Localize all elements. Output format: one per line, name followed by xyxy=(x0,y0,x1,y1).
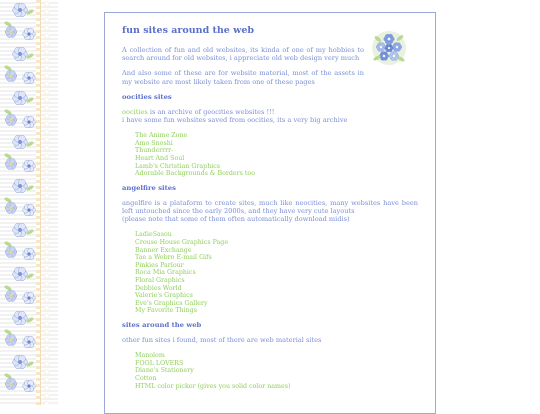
flower-icon xyxy=(379,52,388,61)
flower-icon xyxy=(376,43,385,52)
angelfire-link-item[interactable]: Eve's Graphics Gallery xyxy=(135,299,208,307)
oocities-description xyxy=(122,108,418,124)
oocities-link-item[interactable]: Lamb's Christian Graphics xyxy=(135,162,221,170)
angelfire-link-item[interactable]: LadieSasou xyxy=(135,231,172,239)
page-title: fun sites around the web xyxy=(122,25,255,36)
angelfire-link-item[interactable]: My Favorite Things xyxy=(135,307,197,315)
flower-icon xyxy=(392,43,401,52)
flower-icon xyxy=(5,291,17,302)
section-heading-oocities: oocities sites xyxy=(122,92,172,101)
flower-icon xyxy=(23,116,36,128)
flower-icon xyxy=(5,71,17,82)
flower-icon xyxy=(23,292,36,304)
angelfire-link-list xyxy=(135,231,364,315)
flower-icon xyxy=(23,160,36,172)
oocities-link-item[interactable]: Adorable Backgrounds & Borders too xyxy=(135,170,255,178)
flower-icon xyxy=(5,27,17,38)
flower-icon xyxy=(13,311,28,325)
flower-icon xyxy=(5,159,17,170)
angelfire-link-item[interactable]: Pinkies Parlour xyxy=(135,261,184,269)
leaf-icon xyxy=(4,196,13,203)
flower-icon xyxy=(23,28,36,40)
flower-badge-icon xyxy=(368,27,410,69)
flower-icon xyxy=(23,72,36,84)
flower-icon xyxy=(5,247,17,258)
angelfire-link-item[interactable]: Valerie's Graphics xyxy=(135,292,193,300)
angelfire-desc-1: angelfire is a plataform to create sites, much like neocities, many websites have been left untouched since the early 2000s, and they have very cute layouts xyxy=(122,198,418,215)
oocities-desc-2: i have some fun websites saved from oocities, its a very big archive xyxy=(122,116,348,125)
angelfire-link-item[interactable]: Banner Exchange xyxy=(135,246,192,254)
angelfire-link-item[interactable]: Crouse House Graphics Page xyxy=(135,238,229,246)
flower-icon xyxy=(13,47,28,61)
flower-icon xyxy=(5,115,17,126)
lace-trim xyxy=(40,0,53,405)
leaf-icon xyxy=(4,108,13,115)
angelfire-link-item[interactable]: Floral Graphics xyxy=(135,276,185,284)
angelfire-link-item[interactable]: Debbies World xyxy=(135,284,182,292)
leaf-icon xyxy=(4,20,13,27)
oocities-link[interactable]: oocities xyxy=(122,107,148,116)
content-inner xyxy=(122,25,418,396)
flower-icon xyxy=(5,335,17,346)
flower-icon xyxy=(13,135,28,149)
flower-icon xyxy=(13,3,28,17)
intro-paragraph-1: A collection of fun and old websites, its kinda of one of my hobbies to search around for old websites, i appreciate old web design very much xyxy=(122,46,364,63)
flower-icon xyxy=(13,223,28,237)
flower-icon xyxy=(23,204,36,216)
oocities-desc-1: is an archive of geocities websites !!! xyxy=(147,107,275,116)
flower-border-svg xyxy=(0,0,40,405)
leaf-icon xyxy=(4,152,13,159)
flower-icon xyxy=(13,179,28,193)
around-link-item[interactable]: FOOL LOVERS xyxy=(135,359,184,367)
section-heading-around-web: sites around the web xyxy=(122,320,202,329)
flower-icon xyxy=(23,248,36,260)
angelfire-link-item[interactable]: Roca Mia Graphics xyxy=(135,269,196,277)
flower-icon xyxy=(385,44,393,52)
content-panel xyxy=(104,12,436,414)
angelfire-description xyxy=(122,199,418,224)
flower-icon xyxy=(5,203,17,214)
flower-icon xyxy=(13,267,28,281)
around-link-item[interactable]: Manolom xyxy=(135,352,165,360)
flower-icon xyxy=(384,34,395,44)
around-link-item[interactable]: Cotton xyxy=(135,374,157,382)
oocities-link-item[interactable]: The Anime Zone xyxy=(135,132,188,140)
oocities-link-item[interactable]: Thunderrrr- xyxy=(135,147,174,155)
oocities-link-item[interactable]: Heart And Soul xyxy=(135,155,185,162)
flower-icon xyxy=(23,336,36,348)
leaf-icon xyxy=(4,372,13,379)
oocities-link-item[interactable]: Amo Snoshi xyxy=(135,139,173,147)
around-link-item[interactable]: Diane's Stationery xyxy=(135,367,194,375)
flower-icon xyxy=(13,91,28,105)
intro-paragraph-2: And also some of these are for website material, most of the assets in my website are most likely taken from one of these pages xyxy=(122,69,364,86)
leaf-icon xyxy=(4,328,13,335)
angelfire-desc-2: (please note that some of them often automatically download midis) xyxy=(122,215,350,224)
flower-icon xyxy=(23,380,36,392)
around-link-item[interactable]: HTML color picker (gives you solid color names) xyxy=(135,382,291,390)
around-link-list xyxy=(135,352,364,390)
flower-icon xyxy=(13,355,28,369)
leaf-icon xyxy=(4,240,13,247)
leaf-icon xyxy=(4,64,13,71)
leaf-icon xyxy=(4,284,13,291)
flower-icon xyxy=(5,379,17,390)
angelfire-link-item[interactable]: Tae a Webro E-mail Gifs xyxy=(135,254,212,262)
section-heading-angelfire: angelfire sites xyxy=(122,183,176,192)
flower-icon xyxy=(389,52,398,61)
around-description: other fun sites i found, most of there are web material sites xyxy=(122,335,322,344)
oocities-link-list xyxy=(135,132,364,178)
